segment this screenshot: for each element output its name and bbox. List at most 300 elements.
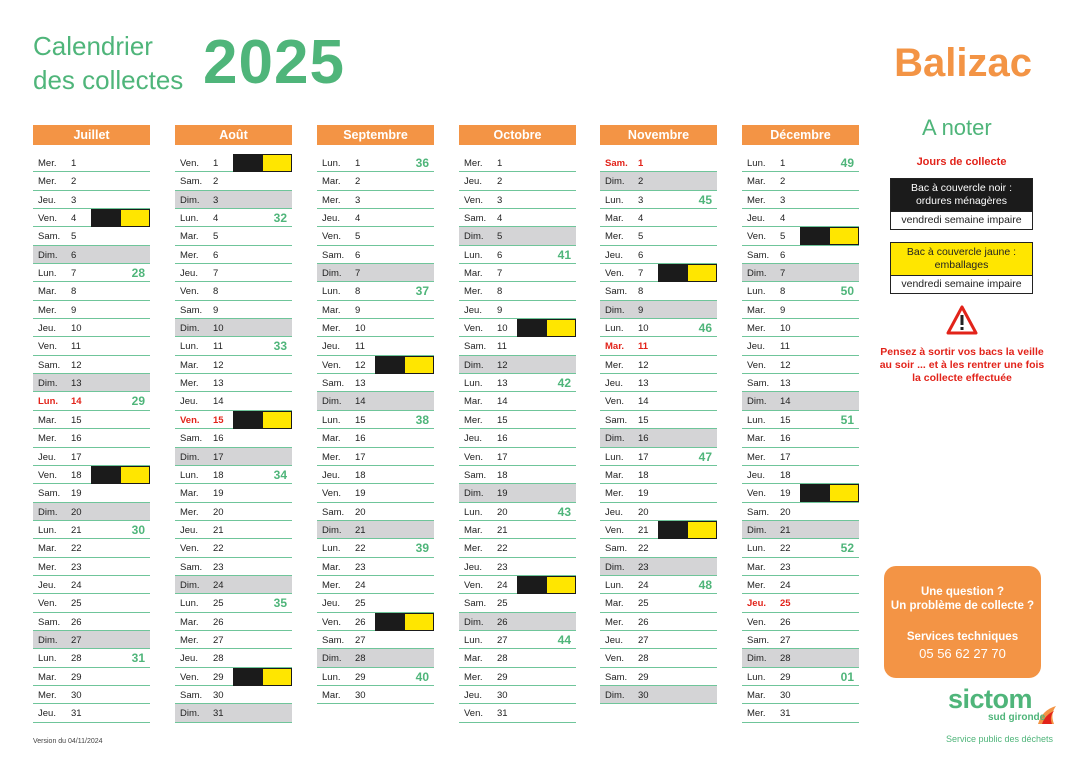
day-row (742, 448, 859, 466)
day-row (317, 613, 434, 631)
day-row (600, 668, 717, 686)
week-number: 01 (840, 669, 854, 684)
day-name: Dim. (747, 268, 767, 280)
day-number: 19 (355, 488, 366, 500)
day-row (317, 466, 434, 484)
legend-yellow-bin-frequency: vendredi semaine impaire (891, 275, 1032, 293)
day-name: Ven. (605, 524, 625, 536)
day-number: 19 (497, 488, 508, 500)
day-number: 5 (71, 231, 77, 243)
day-row (317, 172, 434, 190)
day-number: 25 (213, 598, 224, 610)
day-row (459, 264, 576, 282)
day-number: 26 (355, 616, 366, 628)
day-number: 22 (213, 543, 224, 555)
day-number: 30 (71, 689, 82, 701)
day-row (317, 429, 434, 447)
day-row (317, 191, 434, 209)
day-row (175, 411, 292, 429)
collection-bins-marker (233, 411, 292, 429)
week-number: 43 (557, 504, 571, 519)
contact-question2: Un problème de collecte ? (890, 600, 1035, 612)
yellow-bin-marker (687, 264, 717, 282)
day-number: 4 (497, 213, 503, 225)
day-number: 30 (213, 689, 224, 701)
day-number: 20 (780, 506, 791, 518)
month-header: Décembre (742, 125, 859, 145)
day-row (459, 704, 576, 722)
day-number: 14 (213, 396, 224, 408)
day-name: Dim. (180, 579, 200, 591)
day-row (459, 521, 576, 539)
day-row (317, 631, 434, 649)
day-row (600, 392, 717, 410)
day-row (742, 466, 859, 484)
day-name: Mar. (747, 689, 766, 701)
day-row (317, 448, 434, 466)
legend-black-bin-frequency: vendredi semaine impaire (891, 211, 1032, 229)
day-row (317, 374, 434, 392)
week-number: 47 (698, 449, 712, 464)
day-row (175, 539, 292, 557)
day-row (175, 429, 292, 447)
day-row (33, 594, 150, 612)
day-name: Dim. (464, 231, 484, 243)
day-number: 16 (780, 433, 791, 445)
day-row (33, 411, 150, 429)
day-row (33, 209, 150, 227)
day-name: Sam. (464, 469, 487, 481)
month-header: Août (175, 125, 292, 145)
day-row (600, 172, 717, 190)
day-name: Jeu. (38, 451, 56, 463)
day-row (600, 356, 717, 374)
yellow-bin-marker (829, 484, 859, 502)
day-number: 21 (497, 524, 508, 536)
week-number: 34 (273, 467, 287, 482)
sictom-logo: sictom (948, 684, 1033, 714)
day-row (33, 466, 150, 484)
day-number: 25 (71, 598, 82, 610)
day-row (742, 374, 859, 392)
day-name: Ven. (38, 341, 58, 353)
week-number: 46 (698, 321, 712, 336)
day-row (459, 356, 576, 374)
day-row (33, 704, 150, 722)
day-row (33, 613, 150, 631)
day-number: 14 (780, 396, 791, 408)
day-number: 24 (497, 579, 508, 591)
day-row (317, 282, 434, 300)
day-name: Lun. (38, 396, 59, 408)
day-number: 15 (355, 414, 366, 426)
day-row (459, 484, 576, 502)
week-number: 42 (557, 376, 571, 391)
day-name: Jeu. (464, 561, 482, 573)
day-name: Lun. (605, 579, 624, 591)
day-number: 21 (71, 524, 82, 536)
day-row (600, 484, 717, 502)
day-number: 3 (213, 194, 219, 206)
day-row (600, 503, 717, 521)
day-row (175, 558, 292, 576)
day-row (317, 484, 434, 502)
day-row (33, 191, 150, 209)
day-name: Lun. (747, 671, 766, 683)
week-number: 44 (557, 632, 571, 647)
day-name: Ven. (464, 194, 484, 206)
day-number: 7 (355, 268, 361, 280)
day-name: Ven. (464, 323, 484, 335)
collection-bins-marker (800, 227, 859, 245)
day-number: 19 (213, 488, 224, 500)
day-name: Dim. (605, 561, 625, 573)
day-row (33, 356, 150, 374)
day-name: Lun. (180, 469, 199, 481)
day-name: Ven. (464, 708, 484, 720)
day-name: Mer. (38, 689, 57, 701)
day-number: 4 (780, 213, 786, 225)
day-row (742, 209, 859, 227)
day-row (175, 503, 292, 521)
day-number: 11 (213, 341, 223, 353)
contact-phone: 05 56 62 27 70 (919, 646, 1006, 661)
day-number: 7 (638, 268, 644, 280)
day-name: Ven. (747, 616, 767, 628)
day-row (33, 301, 150, 319)
day-number: 5 (638, 231, 644, 243)
day-number: 10 (780, 323, 791, 335)
day-name: Jeu. (322, 469, 340, 481)
day-number: 14 (71, 396, 82, 408)
day-name: Mer. (605, 231, 624, 243)
yellow-bin-marker (120, 466, 150, 484)
day-row (600, 282, 717, 300)
day-name: Jeu. (180, 524, 198, 536)
day-row (175, 631, 292, 649)
week-number: 49 (840, 156, 854, 170)
day-row (742, 246, 859, 264)
day-name: Sam. (605, 414, 628, 426)
day-row (742, 301, 859, 319)
yellow-bin-marker (829, 227, 859, 245)
day-number: 13 (638, 378, 649, 390)
week-number: 32 (273, 211, 287, 226)
day-row (459, 631, 576, 649)
day-number: 26 (71, 616, 82, 628)
warning-triangle-icon (946, 305, 978, 335)
day-row (600, 264, 717, 282)
day-number: 22 (780, 543, 791, 555)
day-number: 12 (71, 359, 82, 371)
day-name: Mar. (322, 433, 341, 445)
day-name: Sam. (180, 304, 203, 316)
day-name: Lun. (747, 543, 766, 555)
day-number: 4 (71, 213, 77, 225)
day-row (459, 558, 576, 576)
day-row (33, 154, 150, 172)
day-number: 5 (213, 231, 219, 243)
day-number: 20 (71, 506, 82, 518)
day-row (459, 172, 576, 190)
day-row (600, 301, 717, 319)
day-row (317, 521, 434, 539)
day-number: 8 (213, 286, 219, 298)
day-number: 1 (638, 158, 644, 169)
day-row (175, 704, 292, 722)
day-number: 30 (638, 689, 649, 701)
day-row (317, 649, 434, 667)
day-name: Mer. (464, 414, 483, 426)
day-row (33, 264, 150, 282)
day-row (459, 503, 576, 521)
day-number: 1 (497, 158, 503, 169)
day-row (317, 594, 434, 612)
week-number: 50 (840, 284, 854, 299)
day-name: Mar. (747, 304, 766, 316)
day-number: 23 (497, 561, 508, 573)
day-number: 17 (497, 451, 508, 463)
day-row (459, 392, 576, 410)
day-number: 27 (780, 634, 791, 646)
yellow-bin-marker (120, 209, 150, 227)
day-row (33, 319, 150, 337)
reminder-note: Pensez à sortir vos bacs la veille au soir ... et à les rentrer une fois la collecte effectuée (879, 346, 1045, 384)
day-name: Dim. (322, 396, 342, 408)
day-row (317, 392, 434, 410)
day-name: Mar. (180, 359, 199, 371)
day-name: Dim. (38, 506, 58, 518)
day-row (600, 337, 717, 355)
day-row (175, 521, 292, 539)
title-line1: Calendrier (33, 31, 153, 61)
day-name: Lun. (464, 378, 483, 390)
day-name: Jeu. (747, 469, 765, 481)
day-number: 13 (355, 378, 366, 390)
day-row (459, 448, 576, 466)
day-number: 7 (213, 268, 219, 280)
day-name: Mer. (605, 359, 624, 371)
day-row (175, 356, 292, 374)
day-name: Lun. (605, 323, 624, 335)
day-name: Ven. (747, 488, 767, 500)
day-name: Jeu. (38, 194, 56, 206)
day-name: Sam. (747, 378, 770, 390)
day-number: 22 (355, 543, 366, 555)
day-name: Lun. (180, 341, 199, 353)
day-name: Ven. (605, 653, 625, 665)
day-name: Lun. (38, 524, 57, 536)
week-number: 30 (131, 522, 145, 537)
day-number: 11 (355, 341, 365, 353)
day-name: Jeu. (38, 708, 56, 720)
day-name: Ven. (605, 396, 625, 408)
day-row (33, 246, 150, 264)
day-number: 8 (355, 286, 361, 298)
day-name: Ven. (180, 414, 200, 426)
month-column (459, 125, 576, 723)
month-header: Septembre (317, 125, 434, 145)
day-name: Ven. (322, 359, 342, 371)
day-name: Mer. (322, 194, 341, 206)
day-name: Mar. (747, 561, 766, 573)
day-name: Lun. (605, 451, 624, 463)
day-number: 9 (71, 304, 77, 316)
day-name: Mer. (38, 158, 57, 169)
day-row (33, 282, 150, 300)
day-row (600, 209, 717, 227)
week-number: 31 (131, 651, 145, 666)
day-name: Jeu. (464, 304, 482, 316)
day-row (742, 576, 859, 594)
day-number: 11 (71, 341, 81, 353)
day-row (33, 539, 150, 557)
day-row (742, 484, 859, 502)
day-row (33, 374, 150, 392)
day-number: 16 (355, 433, 366, 445)
day-name: Lun. (464, 506, 483, 518)
day-row (33, 448, 150, 466)
day-name: Mar. (464, 268, 483, 280)
day-name: Sam. (464, 598, 487, 610)
day-name: Lun. (747, 286, 766, 298)
yellow-bin-marker (404, 613, 434, 631)
day-row (600, 429, 717, 447)
day-number: 21 (213, 524, 224, 536)
collection-bins-marker (233, 154, 292, 172)
collection-bins-marker (658, 521, 717, 539)
day-number: 31 (71, 708, 82, 720)
day-name: Mer. (322, 579, 341, 591)
day-name: Ven. (38, 213, 58, 225)
day-row (317, 227, 434, 245)
day-number: 3 (71, 194, 77, 206)
day-number: 31 (497, 708, 508, 720)
day-name: Ven. (322, 231, 342, 243)
week-number: 29 (131, 394, 145, 409)
day-name: Jeu. (322, 341, 340, 353)
week-number: 40 (415, 669, 429, 684)
day-name: Jeu. (464, 689, 482, 701)
day-number: 18 (497, 469, 508, 481)
day-number: 20 (213, 506, 224, 518)
day-row (317, 503, 434, 521)
day-name: Jeu. (464, 433, 482, 445)
day-row (459, 649, 576, 667)
day-number: 11 (780, 341, 790, 353)
day-number: 25 (780, 598, 791, 610)
day-row (175, 686, 292, 704)
day-number: 3 (355, 194, 361, 206)
day-name: Ven. (180, 671, 200, 683)
day-row (175, 209, 292, 227)
day-row (33, 337, 150, 355)
day-name: Mer. (38, 176, 57, 188)
day-row (459, 246, 576, 264)
day-name: Lun. (747, 158, 766, 169)
day-number: 24 (213, 579, 224, 591)
collection-bins-marker (517, 576, 576, 594)
day-number: 5 (355, 231, 361, 243)
day-name: Mer. (180, 249, 199, 261)
day-name: Dim. (605, 304, 625, 316)
title-line2: des collectes (33, 65, 184, 95)
day-name: Mar. (464, 653, 483, 665)
day-row (742, 356, 859, 374)
black-bin-marker (658, 521, 687, 539)
day-number: 13 (780, 378, 791, 390)
day-number: 25 (497, 598, 508, 610)
day-row (600, 154, 717, 172)
day-row (33, 558, 150, 576)
month-column (600, 125, 717, 704)
day-row (742, 392, 859, 410)
day-name: Dim. (605, 433, 625, 445)
day-number: 2 (497, 176, 503, 188)
day-name: Mar. (180, 488, 199, 500)
day-name: Sam. (747, 506, 770, 518)
day-name: Mer. (464, 543, 483, 555)
day-row (175, 392, 292, 410)
yellow-bin-marker (262, 668, 292, 686)
collection-bins-marker (800, 484, 859, 502)
day-row (600, 466, 717, 484)
day-name: Dim. (605, 689, 625, 701)
day-row (175, 594, 292, 612)
day-name: Dim. (464, 616, 484, 628)
day-number: 23 (71, 561, 82, 573)
day-number: 15 (638, 414, 649, 426)
black-bin-marker (517, 319, 546, 337)
day-number: 8 (780, 286, 786, 298)
day-name: Mer. (180, 506, 199, 518)
day-number: 16 (497, 433, 508, 445)
day-name: Mar. (747, 176, 766, 188)
day-number: 6 (71, 249, 77, 261)
day-name: Dim. (464, 488, 484, 500)
day-row (317, 337, 434, 355)
month-header: Octobre (459, 125, 576, 145)
day-name: Jeu. (322, 598, 340, 610)
day-row (459, 227, 576, 245)
day-row (459, 466, 576, 484)
day-name: Dim. (322, 268, 342, 280)
day-row (175, 576, 292, 594)
day-number: 15 (213, 414, 224, 426)
day-row (175, 154, 292, 172)
day-number: 19 (638, 488, 649, 500)
day-name: Dim. (180, 323, 200, 335)
day-number: 7 (497, 268, 503, 280)
day-number: 1 (213, 158, 219, 169)
day-number: 22 (71, 543, 82, 555)
day-row (600, 594, 717, 612)
day-name: Sam. (38, 231, 61, 243)
day-name: Jeu. (605, 634, 623, 646)
day-number: 28 (355, 653, 366, 665)
day-number: 6 (497, 249, 503, 261)
day-number: 21 (355, 524, 366, 536)
day-name: Dim. (605, 176, 625, 188)
day-number: 26 (638, 616, 649, 628)
day-name: Dim. (747, 396, 767, 408)
day-name: Mer. (747, 708, 766, 720)
day-number: 18 (780, 469, 791, 481)
yellow-bin-marker (262, 154, 292, 172)
day-name: Mar. (322, 561, 341, 573)
day-number: 20 (355, 506, 366, 518)
day-name: Jeu. (747, 598, 767, 610)
